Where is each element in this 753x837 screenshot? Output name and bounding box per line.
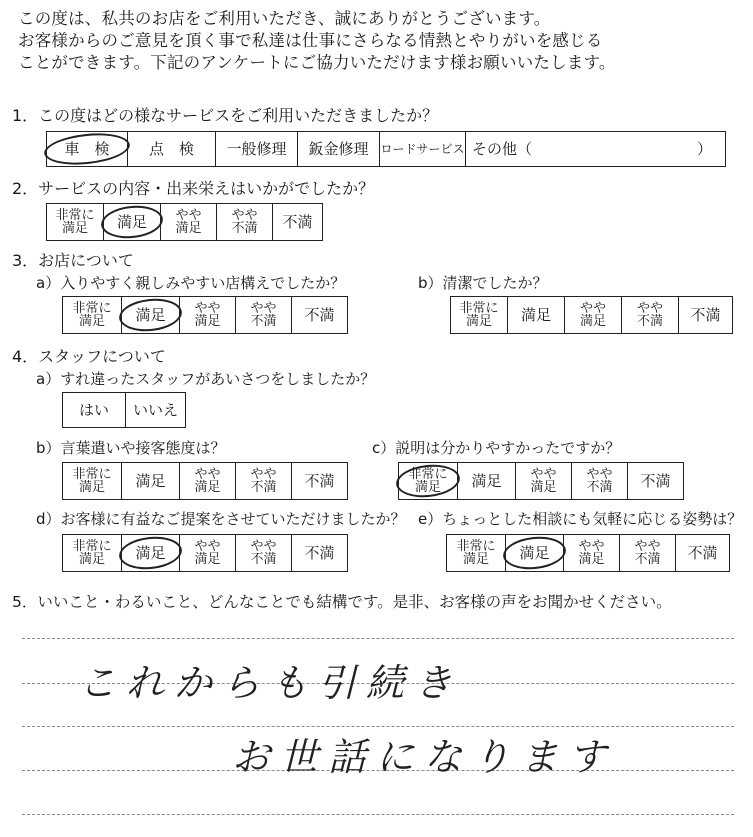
question-3-title: 3．お店について [12,251,134,270]
option-somewhat-dissatisfied[interactable] [621,297,678,333]
option-somewhat-dissatisfied[interactable] [571,463,627,499]
intro-line: ことができます。下記のアンケートにご協力いただけます様お願いいたします。 [18,53,616,72]
option-very-satisfied[interactable] [47,204,103,240]
selected-circle-mark [118,534,184,572]
option-label: 一般修理 [226,139,287,158]
question-1-options [46,131,726,167]
option-label: 非常に 満足 [72,467,112,495]
option-label: やや 満足 [578,539,605,567]
question-3b-options [450,296,733,334]
option-no[interactable] [125,393,185,427]
answer-ruled-line [22,638,734,639]
selected-circle-mark [99,203,164,241]
option-label: 満足 [471,471,502,490]
intro-text [18,8,738,74]
question-4b-options [62,462,348,500]
option-label: 満足 [116,212,147,231]
option-very-satisfied[interactable] [447,535,505,571]
option-satisfied[interactable] [103,204,160,240]
option-satisfied[interactable] [121,463,179,499]
option-somewhat-satisfied[interactable] [179,297,235,333]
handwritten-comment-line-2: お世話になります [232,735,617,779]
option-label: 不満 [687,543,718,562]
question-4c-label: c）説明は分かりやすかったですか？ [372,439,621,457]
option-somewhat-satisfied[interactable] [160,204,216,240]
option-somewhat-dissatisfied[interactable] [619,535,675,571]
option-label: その他（ ） [472,139,713,158]
option-label: やや 不満 [636,301,663,329]
option-label: 非常に 満足 [408,467,448,495]
option-label: 満足 [519,543,550,562]
option-somewhat-dissatisfied[interactable] [235,463,291,499]
option-very-satisfied[interactable] [63,297,121,333]
question-4b-label: b）言葉遣いや接客態度は？ [36,439,226,457]
option-dissatisfied[interactable] [627,463,683,499]
selected-circle-mark [395,462,462,501]
option-very-satisfied[interactable] [399,463,457,499]
option-sheet-metal-repair[interactable] [297,132,379,166]
option-label: 非常に 満足 [456,539,496,567]
option-somewhat-satisfied[interactable] [564,297,621,333]
option-label: 不満 [304,471,335,490]
option-road-service[interactable] [379,132,465,166]
option-somewhat-dissatisfied[interactable] [235,297,291,333]
option-label: やや 満足 [194,539,221,567]
option-dissatisfied[interactable] [272,204,322,240]
option-label: 不満 [304,305,335,324]
option-yes[interactable] [63,393,125,427]
question-4e-options [446,534,730,572]
option-label: やや 満足 [175,208,202,236]
option-label: やや 満足 [194,301,221,329]
option-shaken[interactable] [47,132,127,166]
option-label: やや 不満 [634,539,661,567]
handwritten-comment-line-1: これからも引続き [78,661,463,705]
question-4d-options [62,534,348,572]
option-label: やや 不満 [250,539,277,567]
option-satisfied[interactable] [457,463,515,499]
option-label: 不満 [282,212,313,231]
option-label: 満足 [520,305,551,324]
option-label: 非常に 満足 [55,208,95,236]
option-satisfied[interactable] [121,297,179,333]
option-general-repair[interactable] [215,132,297,166]
option-label: 鈑金修理 [308,139,369,158]
option-dissatisfied[interactable] [675,535,729,571]
option-label: やや 満足 [194,467,221,495]
question-4a-label: a）すれ違ったスタッフがあいさつをしましたか？ [36,370,376,388]
option-very-satisfied[interactable] [63,535,121,571]
option-label: やや 不満 [250,301,277,329]
question-2-title: 2．サービスの内容・出来栄えはいかがでしたか？ [12,179,375,198]
option-label: 満足 [135,471,166,490]
option-label: 点 検 [148,139,194,158]
option-label: はい [78,400,109,419]
question-4e-label: e）ちょっとした相談にも気軽に応じる姿勢は？ [418,510,743,528]
option-somewhat-satisfied[interactable] [179,463,235,499]
option-very-satisfied[interactable] [63,463,121,499]
question-1-title: 1．この度はどの様なサービスをご利用いただきましたか？ [12,106,439,125]
question-4c-options [398,462,684,500]
question-5-title: 5．いいこと・わるいこと、どんなことでも結構です。是非、お客様の声をお聞かせください。 [12,593,672,611]
option-label: 車 検 [64,139,110,158]
option-satisfied[interactable] [121,535,179,571]
option-dissatisfied[interactable] [291,463,347,499]
option-dissatisfied[interactable] [291,535,347,571]
intro-line: この度は、私共のお店をご利用いただき、誠にありがとうございます。 [18,9,551,28]
selected-circle-mark [118,296,184,334]
option-label: やや 不満 [250,467,277,495]
option-label: いいえ [132,400,178,419]
option-label: 不満 [304,543,335,562]
option-label: 非常に 満足 [459,301,499,329]
option-dissatisfied[interactable] [291,297,347,333]
option-somewhat-satisfied[interactable] [563,535,619,571]
option-dissatisfied[interactable] [678,297,732,333]
option-label: 満足 [135,305,166,324]
answer-ruled-line [22,814,734,815]
option-label: 非常に 満足 [72,539,112,567]
option-label: 満足 [135,543,166,562]
option-label: やや 満足 [530,467,557,495]
option-somewhat-satisfied[interactable] [515,463,571,499]
option-label: ロードサービス [380,141,465,156]
question-2-options [46,203,323,241]
option-very-satisfied[interactable] [451,297,507,333]
option-satisfied[interactable] [505,535,563,571]
option-somewhat-dissatisfied[interactable] [216,204,272,240]
question-3a-options [62,296,348,334]
option-inspection[interactable] [127,132,215,166]
option-satisfied[interactable] [507,297,564,333]
option-somewhat-dissatisfied[interactable] [235,535,291,571]
option-label: 非常に 満足 [72,301,112,329]
question-4a-options [62,392,186,428]
question-3b-label: b）清潔でしたか？ [418,274,548,292]
question-3a-label: a）入りやすく親しみやすい店構えでしたか？ [36,274,346,292]
option-label: やや 不満 [231,208,258,236]
selected-circle-mark [502,534,568,572]
option-somewhat-satisfied[interactable] [179,535,235,571]
option-label: 不満 [640,471,671,490]
option-label: やや 満足 [579,301,606,329]
selected-circle-mark [43,130,132,169]
question-4d-label: d）お客様に有益なご提案をさせていただけましたか？ [36,510,406,528]
option-other[interactable] [465,132,725,166]
intro-line: お客様からのご意見を頂く事で私達は仕事にさらなる情熱とやりがいを感じる [18,31,603,50]
option-label: やや 不満 [586,467,613,495]
option-label: 不満 [690,305,721,324]
question-4-title: 4．スタッフについて [12,347,166,366]
